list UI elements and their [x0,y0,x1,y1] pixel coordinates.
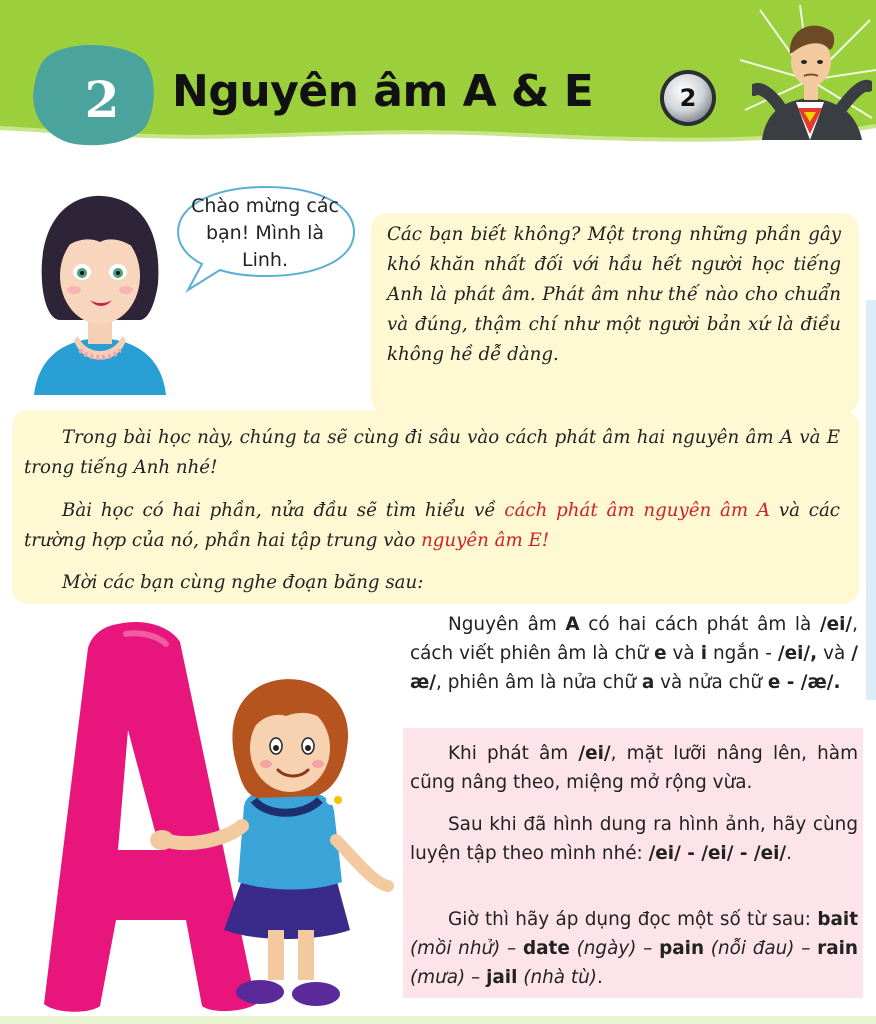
word-list-end: . [596,967,603,988]
linh-avatar [30,190,170,395]
side-decoration [866,300,876,700]
lesson-paragraph-3: Mời các bạn cùng nghe đoạn băng sau: [62,572,424,593]
ei-paragraph-2: Sau khi đã hình dung ra hình ảnh, hãy cùng luyện tập theo mình nhé: /ei/ - /ei/ - /ei/. [410,814,858,864]
highlight-vowel-e: nguyên âm E! [421,530,550,551]
practice-word: bait [817,909,858,930]
practice-word-meaning: (nỗi đau) [710,938,795,959]
intro-text: Các bạn biết không? Một trong những phần gây khó khăn nhất đối với hầu hết người học tiếng Anh là phát âm. Phát âm như thế nào cho chuẩn và đúng, thậm chí như một người bản xứ là điều không hề dễ dàng. [387,224,841,365]
practice-word-meaning: (mồi nhử) [410,938,501,959]
bottom-border [0,1016,876,1024]
lesson-number: 2 [84,70,120,129]
lesson-paragraph-2: Bài học có hai phần, nửa đầu sẽ tìm hiểu về cách phát âm nguyên âm A và các trường hợp của nó, phần hai tập trung vào nguyên âm E! [24,500,840,551]
practice-word: pain [659,938,705,959]
word-separator: – [636,938,660,959]
speech-bubble-text: Chào mừng các bạn! Mình là Linh. [191,195,339,271]
word-separator: – [500,938,523,959]
practice-word-meaning: (mưa) [410,967,466,988]
big-letter-a-illustration [16,620,406,1016]
lesson-paragraph-1: Trong bài học này, chúng ta sẽ cùng đi sâu vào cách phát âm hai nguyên âm A và E trong tiếng Anh nhé! [24,427,840,478]
practice-word: date [522,938,570,959]
page-title: Nguyên âm A & E [172,66,594,117]
practice-word: jail [486,967,518,988]
practice-word: rain [817,938,859,959]
word-separator: – [794,938,818,959]
ei-paragraph-3: Giờ thì hãy áp dụng đọc một số từ sau: bait (mồi nhử) – date (ngày) – pain (nỗi đau) – rain (mưa) – jail (nhà tù). [410,909,859,988]
practice-word-meaning: (nhà tù) [523,967,597,988]
superhero-illustration [752,14,872,140]
practice-word-meaning: (ngày) [576,938,637,959]
vowel-a-description: Nguyên âm A có hai cách phát âm là /ei/, cách viết phiên âm là chữ e và i ngắn - /ei/, và /æ/, phiên âm là nửa chữ a và nửa chữ e - /æ/. [410,614,859,693]
word-separator: – [465,967,487,988]
track-number: 2 [679,84,697,112]
ei-paragraph-1: Khi phát âm /ei/, mặt lưỡi nâng lên, hàm cũng nâng theo, miệng mở rộng vừa. [410,743,858,793]
highlight-vowel-a: cách phát âm nguyên âm A [504,500,771,521]
